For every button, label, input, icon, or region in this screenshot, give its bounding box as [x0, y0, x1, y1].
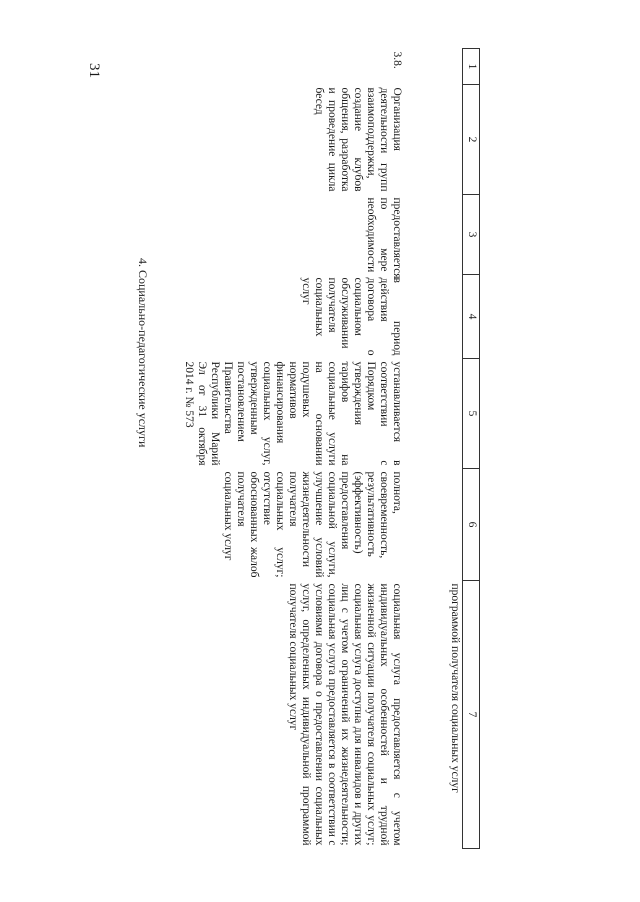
cell [405, 469, 463, 581]
cell: программой получателя социальных услуг [449, 583, 461, 793]
column-header: 2 [463, 85, 480, 195]
quality-indicators: полнота, своевременность, результативность (эффективность) предоставления социальной услуги, улучшение условий жизнедеятельности получателя социальных услуг; отсутствие обоснованных жалоб получателя социальных услуг [222, 471, 404, 578]
column-header: 6 [463, 469, 480, 581]
section-title: 4. Социально-педагогические услуги [136, 258, 150, 448]
table-header-row [463, 49, 480, 849]
cell [405, 85, 463, 195]
cell [405, 195, 463, 275]
cell [405, 49, 463, 85]
table-row [182, 49, 405, 849]
row-number: 3.8. [391, 51, 404, 69]
service-tariff: устанавливается в соответствии с Порядком утверждения тарифов на социальные услуги на основании подушевых нормативов финансирования социальных услуг, утвержденным постановлением Правительства Республики Марий Эл от 31 октября 2014 г. № 573 [183, 361, 404, 466]
column-header: 1 [463, 49, 480, 85]
service-volume: предоставляется по мере необходимости [365, 197, 404, 279]
column-header: 3 [463, 195, 480, 275]
page-number: 31 [86, 63, 102, 78]
column-header: 7 [463, 581, 480, 849]
cell [405, 359, 463, 469]
service-name: Организация деятельности групп взаимоподдержки, создание клубов общения, разработка и проведение цикла бесед [313, 87, 404, 192]
continuation-row [405, 49, 463, 849]
services-table [182, 48, 481, 849]
rotated-page-content [90, 48, 480, 848]
column-header: 4 [463, 275, 480, 359]
cell [405, 275, 463, 359]
column-header: 5 [463, 359, 480, 469]
service-period: в период действия договора о социальном обслуживании получателя социальных услуг [300, 277, 404, 356]
service-conditions: социальная услуга предоставляется с учетом индивидуальных особенностей и трудной жизненной ситуации получателя социальных услуг; социальная услуга доступна для инвалидов и других лиц с учетом ограничений их жизнедеятельности; социальная услуга предоставляется в соответствии с условиями договора о предоставлении социальных услуг, определенных индивидуальной программой получателя социальных услуг [287, 583, 404, 846]
